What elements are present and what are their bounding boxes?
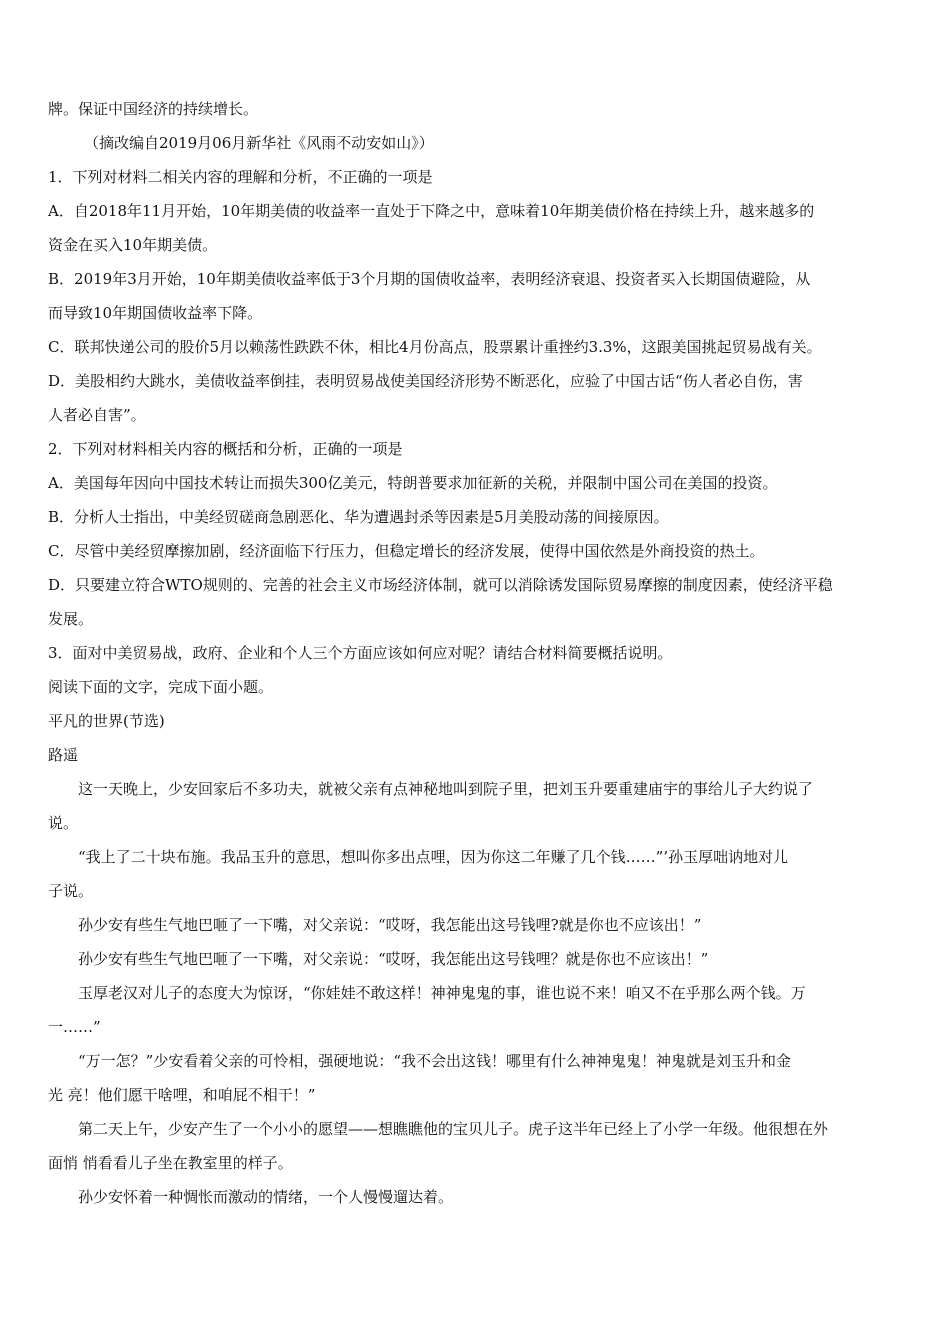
question-2-stem: 2．下列对材料相关内容的概括和分析，正确的一项是 — [48, 440, 403, 458]
question-2-option-d-line-1: D．只要建立符合WTO规则的、完善的社会主义市场经济体制，就可以消除诱发国际贸易摩擦的制度因素，使经济平稳 — [48, 576, 833, 594]
paragraph-5-line-1: 玉厚老汉对儿子的态度大为惊讶，“你娃娃不敢这样！神神鬼鬼的事，谁也说不来！咱又不在乎那么两个钱。万 — [78, 984, 806, 1002]
paragraph-7-line-2: 面悄 悄看看儿子坐在教室里的样子。 — [48, 1154, 293, 1172]
question-2-option-a: A．美国每年因向中国技术转让而损失300亿美元，特朗普要求加征新的关税，并限制中国公司在美国的投资。 — [48, 474, 778, 492]
paragraph-1-line-1: 这一天晚上，少安回家后不多功夫，就被父亲有点神秘地叫到院子里，把刘玉升要重建庙宇的事给儿子大约说了 — [78, 780, 814, 798]
paragraph-6-line-2: 光 亮！他们愿干啥哩，和咱屁不相干！” — [48, 1086, 316, 1104]
paragraph-5-line-2: 一……” — [48, 1018, 101, 1036]
question-1-option-b-line-2: 而导致10年期国债收益率下降。 — [48, 304, 263, 322]
paragraph-2-line-2: 子说。 — [48, 882, 94, 900]
question-2-option-b: B．分析人士指出，中美经贸磋商急剧恶化、华为遭遇封杀等因素是5月美股动荡的间接原因。 — [48, 508, 669, 526]
paragraph-1-line-2: 说。 — [48, 814, 79, 832]
paragraph-7-line-1: 第二天上午，少安产生了一个小小的愿望——想瞧瞧他的宝贝儿子。虎子这半年已经上了小学一年级。他很想在外 — [78, 1120, 829, 1138]
question-1-option-d-line-2: 人者必自害”。 — [48, 406, 146, 424]
paragraph-2-line-1: “我上了二十块布施。我品玉升的意思，想叫你多出点哩，因为你这二年赚了几个钱……”’孙玉厚咄讷地对儿 — [78, 848, 789, 866]
question-3-stem: 3．面对中美贸易战，政府、企业和个人三个方面应该如何应对呢？请结合材料简要概括说明。 — [48, 644, 673, 662]
question-1-option-a-line-2: 资金在买入10年期美债。 — [48, 236, 218, 254]
paragraph-3: 孙少安有些生气地巴咂了一下嘴，对父亲说：“哎呀，我怎能出这号钱哩?就是你也不应该出！” — [78, 916, 702, 934]
question-1-option-b-line-1: B．2019年3月开始，10年期美债收益率低于3个月期的国债收益率，表明经济衰退、投资者买入长期国债避险，从 — [48, 270, 811, 288]
material-source: （摘改编自2019月06月新华社《风雨不动安如山》） — [84, 134, 434, 152]
paragraph-6-line-1: “万一怎？”少安看着父亲的可怜相，强硬地说：“我不会出这钱！哪里有什么神神鬼鬼！神鬼就是刘玉升和金 — [78, 1052, 792, 1070]
question-2-option-c: C．尽管中美经贸摩擦加剧，经济面临下行压力，但稳定增长的经济发展，使得中国依然是外商投资的热土。 — [48, 542, 765, 560]
question-1-stem: 1．下列对材料二相关内容的理解和分析，不正确的一项是 — [48, 168, 433, 186]
paragraph-8: 孙少安怀着一种惆怅而激动的情绪，一个人慢慢遛达着。 — [78, 1188, 454, 1206]
reading-instruction: 阅读下面的文字，完成下面小题。 — [48, 678, 274, 696]
question-1-option-d-line-1: D．美股相约大跳水，美债收益率倒挂，表明贸易战使美国经济形势不断恶化，应验了中国古话“伤人者必自伤，害 — [48, 372, 803, 390]
question-1-option-c: C．联邦快递公司的股价5月以赖荡性跌跌不休，相比4月份高点，股票累计重挫约3.3%，这跟美国挑起贸易战有关。 — [48, 338, 822, 356]
reading-author: 路遥 — [48, 746, 79, 764]
question-2-option-d-line-2: 发展。 — [48, 610, 94, 628]
paragraph-4: 孙少安有些生气地巴咂了一下嘴，对父亲说：“哎呀，我怎能出这号钱哩？就是你也不应该出！” — [78, 950, 709, 968]
question-1-option-a-line-1: A．自2018年11月开始，10年期美债的收益率一直处于下降之中，意味着10年期美债价格在持续上升，越来越多的 — [48, 202, 815, 220]
reading-title: 平凡的世界(节选) — [48, 712, 165, 730]
material-closing-line: 牌。保证中国经济的持续增长。 — [48, 100, 259, 118]
